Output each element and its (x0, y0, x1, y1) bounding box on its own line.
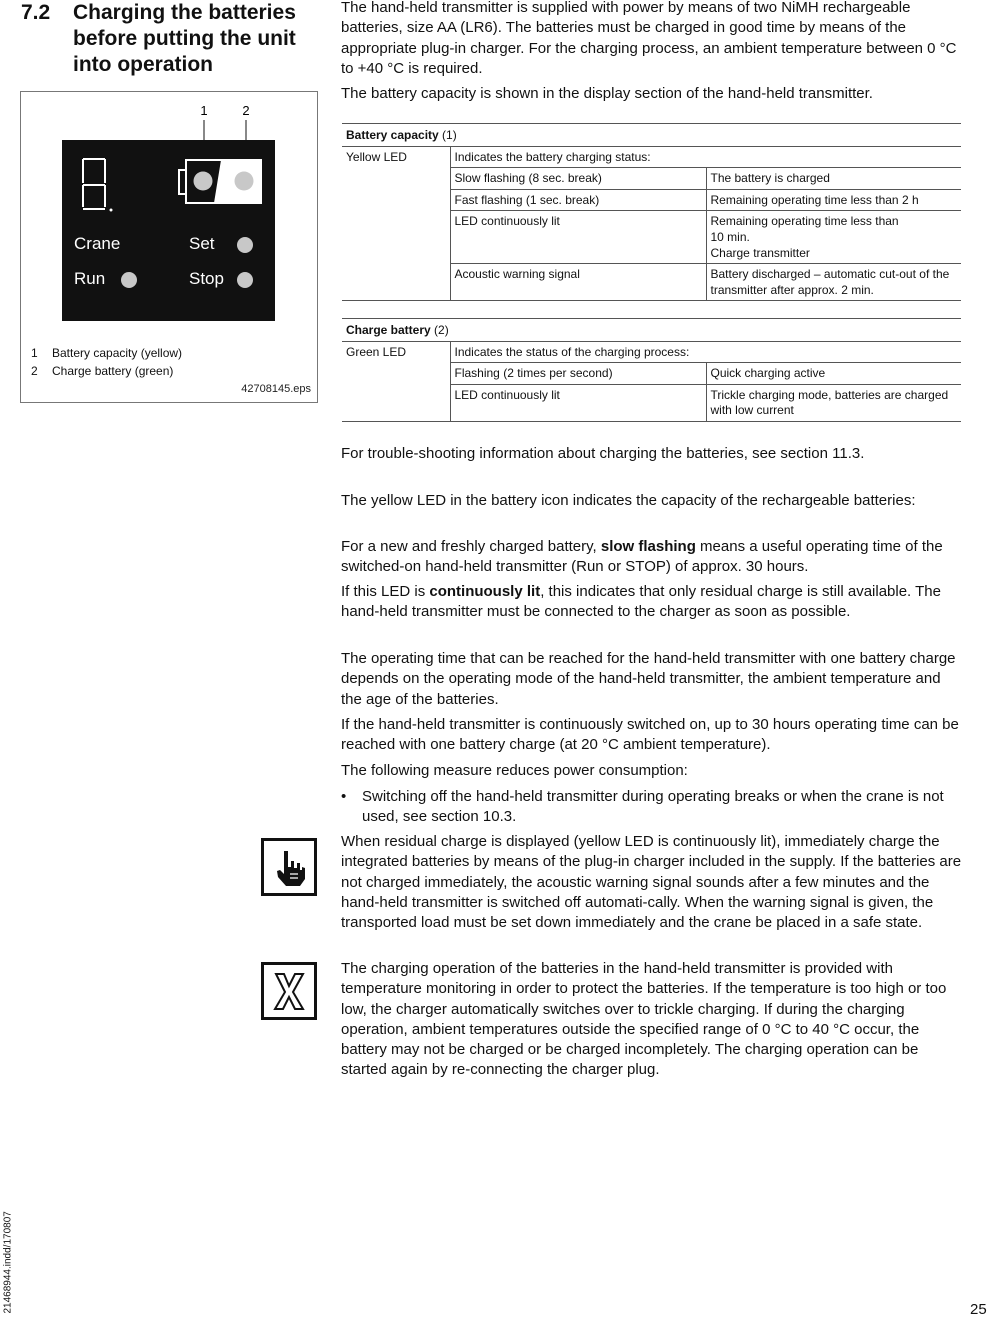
page-number: 25 (970, 1301, 987, 1318)
table-row (342, 211, 961, 264)
meaning-line: Charge transmitter (710, 245, 810, 260)
table-header (342, 319, 961, 342)
yellow-led (194, 172, 213, 191)
meaning-cell: Quick charging active (706, 363, 961, 385)
legend-item (31, 344, 182, 362)
display-figure (20, 91, 318, 403)
charge-battery-table (342, 318, 961, 422)
meaning-line: 10 min. (710, 229, 750, 244)
decimal-dot (110, 209, 113, 212)
troubleshoot-paragraph: For trouble-shooting information about charging the batteries, see section 11.3. (341, 445, 865, 462)
continuously-lit-paragraph (341, 582, 963, 623)
battery-capacity-table (342, 123, 961, 301)
callout-2: 2 (242, 103, 250, 118)
crane-label: Crane (74, 234, 121, 253)
figure-legend (31, 344, 182, 380)
section-title: Charging the batteries before putting the unit into operation (73, 1, 296, 76)
signal-cell: Acoustic warning signal (450, 264, 706, 301)
run-led (121, 272, 137, 288)
legend-text: Battery capacity (yellow) (52, 346, 183, 360)
stop-led (237, 272, 253, 288)
file-code-text: 21468944.indd/170807 (2, 1211, 14, 1314)
table-row (342, 384, 961, 421)
led-name: Green LED (346, 344, 407, 359)
green-led (235, 172, 254, 191)
table-header-title: Charge battery (346, 323, 431, 337)
stop-label: Stop (189, 269, 224, 288)
operating-time-paragraph: The operating time that can be reached for the hand-held transmitter with one battery charge depends on the operating mode of the hand-held transmitter, the ambient temperature and the age of the batteries. (341, 650, 956, 708)
text-run: For a new and freshly charged battery, (341, 538, 601, 555)
figure-file-id: 42708145.eps (241, 383, 311, 395)
meaning-cell: Battery discharged – automatic cut-out of the transmitter after approx. 2 min. (706, 264, 961, 301)
emphasis: slow flashing (600, 538, 696, 555)
meaning-cell: Remaining operating time less than 2 h (706, 189, 961, 211)
led-description: Indicates the status of the charging process: (450, 341, 961, 363)
table-header (342, 124, 961, 147)
emphasis: continuously lit (429, 583, 541, 600)
table-header-ref: (1) (438, 128, 457, 142)
yellow-led-paragraph: The yellow LED in the battery icon indicates the capacity of the rechargeable batteries: (341, 492, 916, 509)
table-row (342, 189, 961, 211)
table-row (342, 264, 961, 301)
signal-cell: LED continuously lit (450, 211, 706, 264)
table-header-ref: (2) (430, 323, 449, 337)
run-label: Run (74, 269, 106, 288)
led-name: Yellow LED (346, 149, 407, 164)
note-paragraph: When residual charge is displayed (yellow LED is continuously lit), immediately charge the integrated batteries by means of the plug-in charger included in the supply. If the batteries are not charged immediately, the acoustic warning signal sounds after a few minutes and the hand-held transmitter is switched off automati-cally. When the warning signal is given, the transported load must be set down immediately and the crane be placed in a safe state. (341, 833, 962, 932)
meaning-cell (706, 211, 961, 264)
caution-paragraph: The charging operation of the batteries in the hand-held transmitter is provided with temperature monitoring in order to protect the batteries. If the temperature is too high or too low, the charger automatically switches over to trickle charging. If during the charging operation, ambient temperatures outside the specified range of 0 °C to 40 °C occur, the battery may not be charged or be charged incompletely. The charging operation can be started again by re-connecting the charger plug. (341, 960, 947, 1079)
text-run: , this indicates that only residual charge is still available. The hand-held transmitter must be connected to the charger as soon as possible. (341, 583, 941, 621)
meaning-cell: Trickle charging mode, batteries are charged with low current (706, 384, 961, 421)
section-number: 7.2 (21, 1, 51, 24)
thirty-hours-paragraph: If the hand-held transmitter is continuously switched on, up to 30 hours operating time can be reached with one battery charge (at 20 °C ambient temperature). (341, 716, 959, 754)
bullet-text: Switching off the hand-held transmitter during operating breaks or when the crane is not used, see section 10.3. (362, 788, 944, 826)
text-run: means a useful operating time of the switched-on hand-held transmitter (Run or STOP) of approx. 30 hours. (341, 538, 943, 576)
text-run: If this LED is (341, 583, 430, 600)
set-label: Set (189, 234, 215, 253)
table-row (342, 363, 961, 385)
table-header-title: Battery capacity (346, 128, 439, 142)
bullet-mark: • (341, 788, 347, 805)
prohibition-x-icon (261, 962, 317, 1020)
signal-cell: Slow flashing (8 sec. break) (450, 168, 706, 190)
legend-text: Charge battery (green) (52, 364, 174, 378)
signal-cell: LED continuously lit (450, 384, 706, 421)
legend-number: 2 (31, 364, 38, 378)
capacity-paragraph: The battery capacity is shown in the display section of the hand-held transmitter. (341, 85, 873, 102)
legend-item (31, 362, 182, 380)
intro-paragraph: The hand-held transmitter is supplied with power by means of two NiMH rechargeable batteries, size AA (LR6). The batteries must be charged in good time by means of the appropriate plug-in charger. For the charging process, an ambient temperature between 0 °C to +40 °C is required. (341, 0, 957, 77)
signal-cell: Flashing (2 times per second) (450, 363, 706, 385)
signal-cell: Fast flashing (1 sec. break) (450, 189, 706, 211)
legend-number: 1 (31, 346, 38, 360)
battery-icon (179, 160, 261, 203)
meaning-line: Remaining operating time less than (710, 214, 899, 229)
pointing-hand-icon (261, 838, 317, 896)
table-row (342, 168, 961, 190)
slow-flashing-paragraph (341, 537, 963, 578)
led-description: Indicates the battery charging status: (450, 146, 961, 168)
meaning-cell: The battery is charged (706, 168, 961, 190)
set-led (237, 237, 253, 253)
file-code (0, 1196, 14, 1316)
callout-1: 1 (200, 103, 208, 118)
measure-paragraph: The following measure reduces power consumption: (341, 762, 688, 779)
